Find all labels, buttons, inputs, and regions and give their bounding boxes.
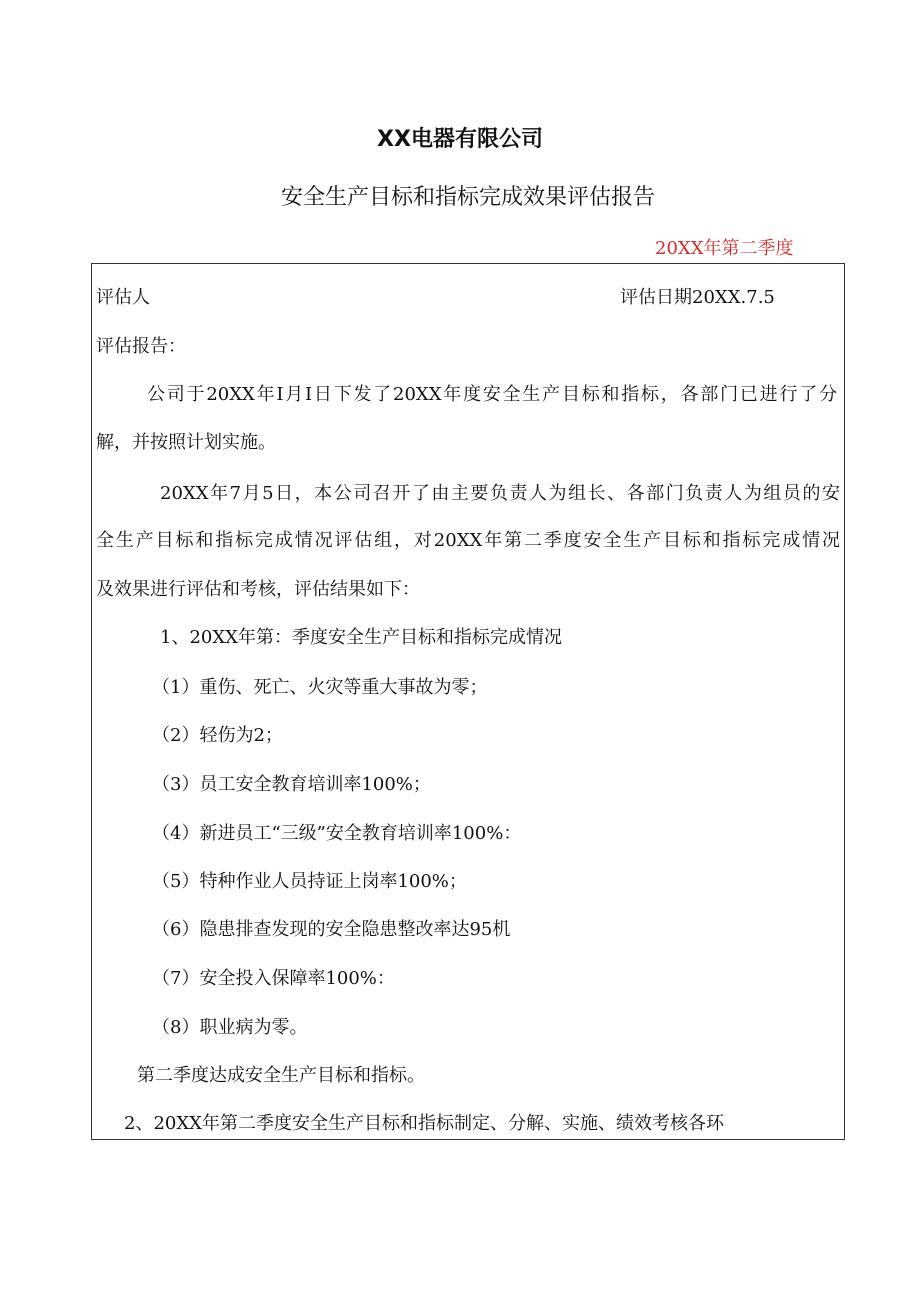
company-title: XX电器有限公司: [377, 127, 543, 152]
paragraph-1-line-1: 公司于20XX年I月I日下发了20XX年度安全生产目标和指标，各部门已进行了分: [147, 384, 837, 405]
conclusion-text: 第二季度达成安全生产目标和指标。: [137, 1065, 425, 1086]
report-label: 评估报告：: [96, 336, 186, 357]
paragraph-2-line-1: 20XX年7月5日，本公司召开了由主要负责人为组长、各部门负责人为组员的安: [160, 483, 840, 504]
paragraph-2-line-2: 全生产目标和指标完成情况评估组，对20XX年第二季度安全生产目标和指标完成情况: [96, 530, 840, 551]
list-item: （3）员工安全教育培训率100%；: [152, 774, 431, 795]
list-item: （1）重伤、死亡、火灾等重大事故为零；: [152, 677, 488, 698]
quarter-label: 20XX年第二季度: [655, 238, 794, 259]
assessor-label: 评估人: [96, 287, 150, 308]
list-item: （2）轻伤为2；: [152, 725, 283, 746]
assessment-date: 评估日期20XX.7.5: [620, 287, 775, 308]
list-item: （7）安全投入保障率100%：: [152, 968, 395, 989]
list-item: （8）职业病为零。: [152, 1017, 308, 1038]
paragraph-2-line-3: 及效果进行评估和考核，评估结果如下：: [96, 579, 420, 600]
list-item: （5）特种作业人员持证上岗率100%；: [152, 871, 467, 892]
list-item: （4）新进员工“三级”安全教育培训率100%：: [152, 823, 522, 844]
section-2-heading: 2、20XX年第二季度安全生产目标和指标制定、分解、实施、绩效考核各环: [124, 1113, 724, 1134]
report-title: 安全生产目标和指标完成效果评估报告: [280, 185, 655, 210]
section-1-heading: 1、20XX年第：季度安全生产目标和指标完成情况: [160, 627, 562, 648]
list-item: （6）隐患排查发现的安全隐患整改率达95机: [152, 919, 511, 940]
paragraph-1-line-2: 解，并按照计划实施。: [96, 432, 276, 453]
